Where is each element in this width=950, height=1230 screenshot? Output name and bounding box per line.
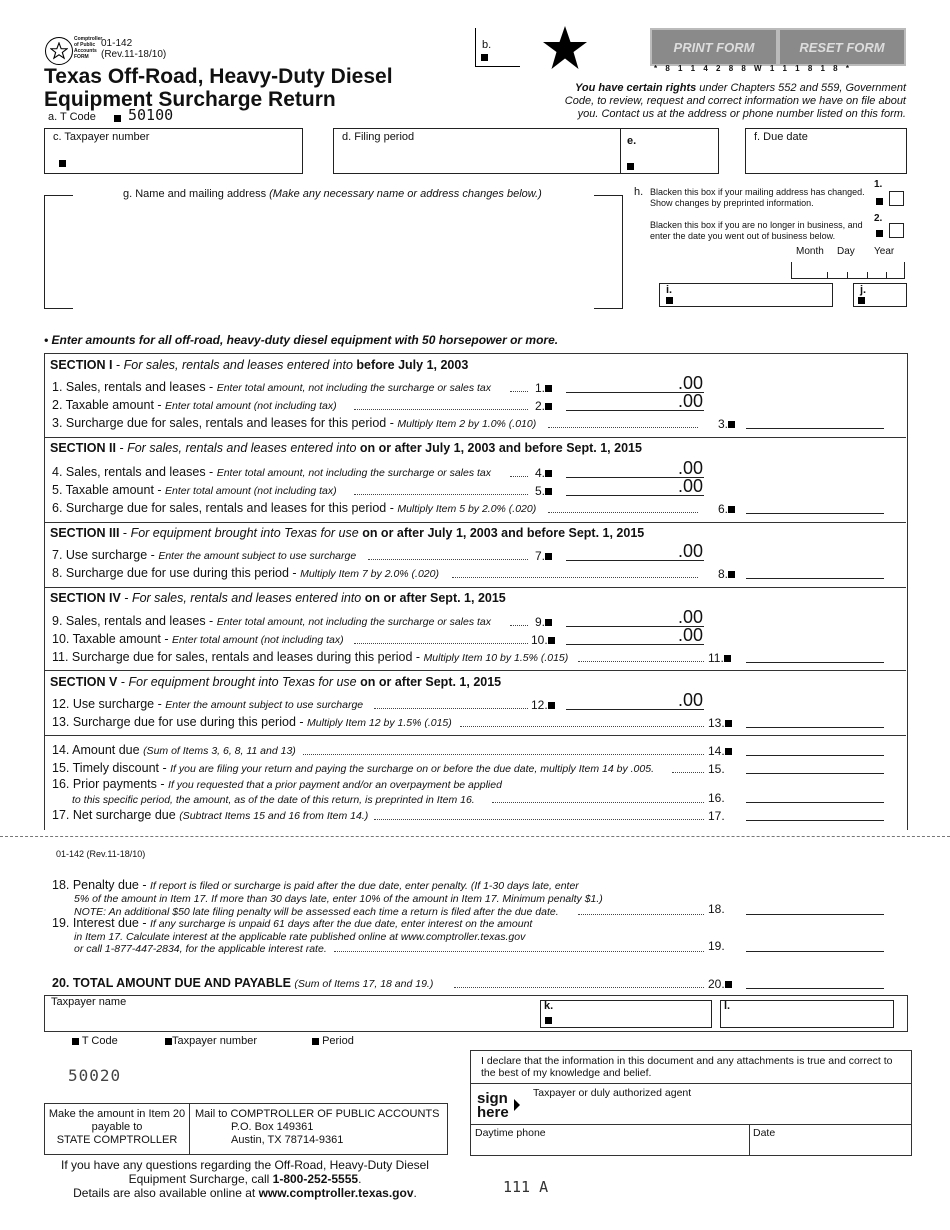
item-19-ref: 19. bbox=[708, 939, 725, 953]
period-scan-label: Period bbox=[312, 1035, 354, 1047]
item-20-ref: 20. bbox=[708, 977, 732, 991]
field-i-label: i. bbox=[666, 284, 673, 296]
barcode-text: * 8 1 1 4 2 8 8 W 1 1 1 8 1 8 * bbox=[654, 64, 851, 73]
address-changed-checkbox[interactable] bbox=[889, 191, 904, 206]
item-12-ref: 12. bbox=[531, 698, 555, 712]
item-6-label: 6. Surcharge due for sales, rentals and leases for this period - Multiply Item 5 by 2.0% (.020) bbox=[52, 501, 537, 515]
due-date-label: f. Due date bbox=[754, 131, 808, 143]
item-18-input[interactable] bbox=[746, 914, 884, 915]
item-19-note-2: or call 1-877-447-2834, for the applicable interest rate. bbox=[74, 943, 327, 955]
item-5-cents: .00 bbox=[678, 476, 704, 496]
item-18-ref: 18. bbox=[708, 902, 725, 916]
seal-star-icon bbox=[50, 42, 68, 60]
item-16-note: to this specific period, the amount, as of the date of this return, is preprinted in Item 16. bbox=[72, 794, 475, 806]
filing-period-field[interactable] bbox=[333, 128, 719, 174]
declaration-text: I declare that the information in this document and any attachments is true and correct to the best of my knowledge and belief. bbox=[481, 1055, 893, 1079]
item-9-cents: .00 bbox=[678, 607, 704, 627]
field-l[interactable] bbox=[720, 1000, 894, 1028]
item-14-label: 14. Amount due (Sum of Items 3, 6, 8, 11 and 13) bbox=[52, 743, 296, 757]
taxpayer-number-marker bbox=[59, 160, 66, 167]
mail-address: Mail to COMPTROLLER OF PUBLIC ACCOUNTS P.O. Box 149361 Austin, TX 78714-9361 bbox=[195, 1108, 440, 1146]
item-11-label: 11. Surcharge due for sales, rentals and leases during this period - Multiply Item 10 by 1.5% (.015) bbox=[52, 650, 569, 664]
name-address-field[interactable] bbox=[44, 195, 622, 307]
item-18-note-2: NOTE: An additional $50 late filing penalty will be assessed each time a return is filed after the due date. bbox=[74, 906, 559, 918]
item-13-label: 13. Surcharge due for use during this period - Multiply Item 12 by 1.5% (.015) bbox=[52, 715, 452, 729]
h-label: h. bbox=[634, 186, 644, 198]
taxpayer-number-scan-label: Taxpayer number bbox=[165, 1035, 257, 1047]
section-4-heading: SECTION IV - For sales, rentals and leases entered into on or after Sept. 1, 2015 bbox=[50, 591, 506, 605]
due-date-field[interactable] bbox=[745, 128, 907, 174]
name-address-label-text: g. Name and mailing address bbox=[123, 188, 267, 200]
form-title: Texas Off-Road, Heavy-Duty Diesel Equipment Surcharge Return bbox=[44, 65, 393, 111]
date-label: Date bbox=[753, 1127, 776, 1139]
month-label: Month bbox=[796, 246, 824, 257]
h1-marker bbox=[876, 198, 883, 205]
sign-arrow-icon bbox=[514, 1099, 520, 1111]
section-1-heading: SECTION I - For sales, rentals and leases entered into before July 1, 2003 bbox=[50, 358, 469, 372]
item-4-cents: .00 bbox=[678, 458, 704, 478]
item-19-note-1: in Item 17. Calculate interest at the applicable rate published online at www.comptroller.texas.gov bbox=[74, 931, 526, 943]
filing-period-label: d. Filing period bbox=[342, 131, 415, 143]
item-9-label: 9. Sales, rentals and leases - Enter total amount, not including the surcharge or sales tax bbox=[52, 614, 492, 628]
item-5-ref: 5. bbox=[535, 484, 552, 498]
payment-instructions bbox=[44, 1103, 448, 1155]
field-j-label: j. bbox=[860, 284, 867, 296]
field-e-label: e. bbox=[627, 135, 637, 147]
payable-to: Make the amount in Item 20 payable to STATE COMPTROLLER bbox=[48, 1108, 186, 1146]
item-9-ref: 9. bbox=[535, 615, 552, 629]
item-3-input[interactable] bbox=[746, 428, 884, 429]
h1-text: Blacken this box if your mailing address has changed. Show changes by preprinted information. bbox=[650, 187, 865, 208]
daytime-phone-field[interactable] bbox=[471, 1124, 749, 1154]
section-2-heading: SECTION II - For sales, rentals and leases entered into on or after July 1, 2003 and before Sept. 1, 2015 bbox=[50, 441, 642, 455]
star-icon bbox=[542, 26, 588, 70]
item-5-label: 5. Taxable amount - Enter total amount (not including tax) bbox=[52, 483, 337, 497]
item-2-label: 2. Taxable amount - Enter total amount (not including tax) bbox=[52, 398, 337, 412]
date-field[interactable] bbox=[750, 1124, 910, 1154]
name-address-label bbox=[123, 188, 542, 200]
t-code-label: a. T Code bbox=[48, 111, 96, 123]
field-l-label: l. bbox=[724, 1000, 731, 1012]
item-4-ref: 4. bbox=[535, 466, 552, 480]
taxpayer-number-field[interactable] bbox=[44, 128, 303, 174]
rights-notice bbox=[560, 82, 906, 121]
field-k-marker bbox=[545, 1017, 552, 1024]
form-revision: (Rev.11-18/10) bbox=[101, 49, 167, 60]
rights-bold: You have certain rights bbox=[575, 82, 697, 94]
item-11-input[interactable] bbox=[746, 662, 884, 663]
field-k-label: k. bbox=[544, 1000, 554, 1012]
stub-code: 50020 bbox=[68, 1066, 122, 1085]
h1-number: 1. bbox=[874, 179, 883, 190]
t-code-scan-label: T Code bbox=[72, 1035, 118, 1047]
instruction: • Enter amounts for all off-road, heavy-duty diesel equipment with 50 horsepower or more. bbox=[44, 333, 559, 347]
section-3-heading: SECTION III - For equipment brought into Texas for use on or after July 1, 2003 and before Sept. 1, 2015 bbox=[50, 526, 645, 540]
item-15-input[interactable] bbox=[746, 773, 884, 774]
item-17-label: 17. Net surcharge due (Subtract Items 15 and 16 from Item 14.) bbox=[52, 808, 369, 822]
field-b[interactable] bbox=[475, 28, 520, 67]
item-2-ref: 2. bbox=[535, 399, 552, 413]
questions-contact: If you have any questions regarding the Off-Road, Heavy-Duty Diesel Equipment Surcharge, call 1-800-252-5555. Details are also available online at www.comptroller.texas.gov. bbox=[61, 1158, 429, 1200]
name-address-note: (Make any necessary name or address changes below.) bbox=[269, 188, 542, 200]
item-11-ref: 11. bbox=[708, 651, 731, 665]
item-18-note-1: 5% of the amount in Item 17. If more than 30 days late, enter 10% of the amount in Item 17. Minimum penalty $1.) bbox=[74, 893, 603, 905]
item-10-ref: 10. bbox=[531, 633, 555, 647]
item-2-cents: .00 bbox=[678, 391, 704, 411]
item-6-input[interactable] bbox=[746, 513, 884, 514]
field-k[interactable] bbox=[540, 1000, 712, 1028]
item-17-ref: 17. bbox=[708, 809, 725, 823]
sign-here: sign here bbox=[477, 1090, 509, 1121]
h2-text: Blacken this box if you are no longer in business, and enter the date you went out of business below. bbox=[650, 220, 863, 241]
field-i-marker bbox=[666, 297, 673, 304]
field-b-label: b. bbox=[482, 39, 492, 51]
item-3-ref: 3. bbox=[718, 417, 735, 431]
day-label: Day bbox=[837, 246, 855, 257]
item-7-cents: .00 bbox=[678, 541, 704, 561]
year-label: Year bbox=[874, 246, 895, 257]
stub-form-number: 01-142 (Rev.11-18/10) bbox=[56, 849, 146, 859]
item-19-label: 19. Interest due - If any surcharge is unpaid 61 days after the due date, enter interest on the amount bbox=[52, 916, 533, 930]
signature-label: Taxpayer or duly authorized agent bbox=[533, 1087, 692, 1099]
item-13-ref: 13. bbox=[708, 716, 732, 730]
item-8-label: 8. Surcharge due for use during this period - Multiply Item 7 by 2.0% (.020) bbox=[52, 566, 439, 580]
taxpayer-name-label: Taxpayer name bbox=[51, 996, 127, 1008]
agency-name: Comptroller of Public Accounts FORM bbox=[74, 36, 103, 60]
item-16-input[interactable] bbox=[746, 802, 884, 803]
item-13-input[interactable] bbox=[746, 727, 884, 728]
field-i[interactable] bbox=[659, 283, 833, 307]
perforation-line bbox=[0, 836, 950, 837]
t-code-value: 50100 bbox=[128, 106, 174, 124]
item-10-cents: .00 bbox=[678, 625, 704, 645]
item-1-label: 1. Sales, rentals and leases - Enter total amount, not including the surcharge or sales tax bbox=[52, 380, 492, 394]
signature-field[interactable] bbox=[526, 1087, 911, 1123]
rights-text: under Chapters 552 and 559, Government Code, to review, request and correct information we have on file about you. Contact us at the address or phone number listed on this form. bbox=[564, 82, 906, 120]
item-1-cents: .00 bbox=[678, 373, 704, 393]
out-of-business-date-field[interactable] bbox=[791, 262, 905, 279]
item-8-ref: 8. bbox=[718, 567, 735, 581]
item-16-label: 16. Prior payments - If you requested that a prior payment and/or an overpayment be applied bbox=[52, 777, 502, 791]
reset-form-button[interactable]: RESET FORM bbox=[778, 28, 906, 66]
item-3-label: 3. Surcharge due for sales, rentals and leases for this period - Multiply Item 2 by 1.0% (.010) bbox=[52, 416, 537, 430]
daytime-phone-label: Daytime phone bbox=[475, 1127, 546, 1139]
instruction-text: Enter amounts for all off-road, heavy-duty diesel equipment with 50 horsepower or more. bbox=[51, 333, 559, 347]
section-5-heading: SECTION V - For equipment brought into Texas for use on or after Sept. 1, 2015 bbox=[50, 675, 502, 689]
print-form-button[interactable]: PRINT FORM bbox=[650, 28, 778, 66]
item-7-label: 7. Use surcharge - Enter the amount subject to use surcharge bbox=[52, 548, 357, 562]
item-7-ref: 7. bbox=[535, 549, 552, 563]
item-15-ref: 15. bbox=[708, 762, 725, 776]
item-19-input[interactable] bbox=[746, 951, 884, 952]
item-17-input[interactable] bbox=[746, 820, 884, 821]
item-4-label: 4. Sales, rentals and leases - Enter total amount, not including the surcharge or sales tax bbox=[52, 465, 492, 479]
item-15-label: 15. Timely discount - If you are filing your return and paying the surcharge on or before the due date, multiply Item 14 by .005. bbox=[52, 761, 654, 775]
form-number: 01-142 bbox=[101, 38, 133, 49]
field-j[interactable] bbox=[853, 283, 907, 307]
item-20-input[interactable] bbox=[746, 988, 884, 989]
item-14-ref: 14. bbox=[708, 744, 732, 758]
item-10-label: 10. Taxable amount - Enter total amount (not including tax) bbox=[52, 632, 344, 646]
item-14-input[interactable] bbox=[746, 755, 884, 756]
h2-number: 2. bbox=[874, 213, 883, 224]
out-of-business-checkbox[interactable] bbox=[889, 223, 904, 238]
item-20-label: 20. TOTAL AMOUNT DUE AND PAYABLE (Sum of Items 17, 18 and 19.) bbox=[52, 976, 434, 990]
footer-code: 111 A bbox=[503, 1178, 549, 1196]
t-code-marker bbox=[114, 115, 121, 122]
field-b-marker bbox=[481, 54, 488, 61]
item-12-label: 12. Use surcharge - Enter the amount subject to use surcharge bbox=[52, 697, 364, 711]
taxpayer-number-label: c. Taxpayer number bbox=[53, 131, 150, 143]
item-1-ref: 1. bbox=[535, 381, 552, 395]
h2-marker bbox=[876, 230, 883, 237]
field-e-marker bbox=[627, 163, 634, 170]
comptroller-seal bbox=[45, 37, 73, 65]
item-12-cents: .00 bbox=[678, 690, 704, 710]
item-8-input[interactable] bbox=[746, 578, 884, 579]
field-j-marker bbox=[858, 297, 865, 304]
item-18-label: 18. Penalty due - If report is filed or surcharge is paid after the due date, enter penalty. (If 1-30 days late, enter bbox=[52, 878, 579, 892]
item-6-ref: 6. bbox=[718, 502, 735, 516]
item-16-ref: 16. bbox=[708, 791, 725, 805]
signature-block bbox=[470, 1050, 912, 1156]
